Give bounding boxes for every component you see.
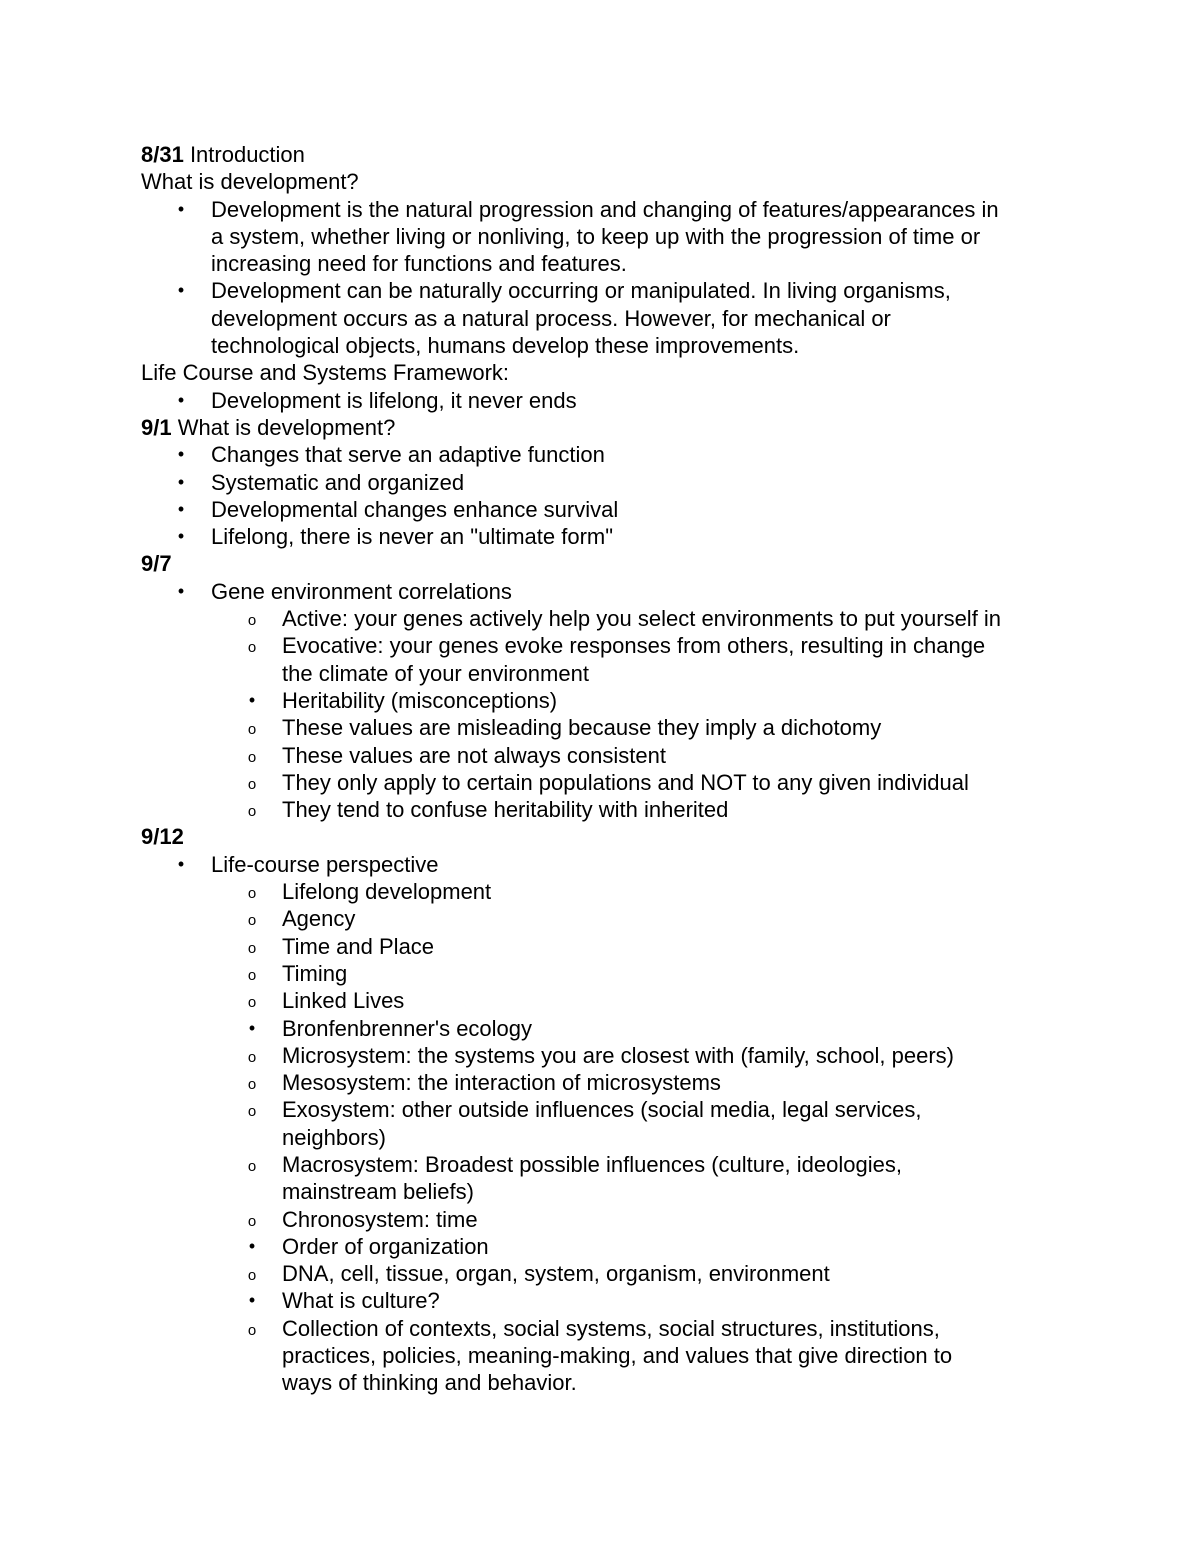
line-content: Chronosystem: time	[282, 1206, 478, 1232]
document-line	[141, 1042, 1081, 1069]
line-text	[282, 605, 1001, 632]
disc-bullet-icon: •	[177, 389, 185, 410]
line-text	[211, 250, 627, 277]
line-text	[282, 905, 355, 932]
circle-bullet-icon: o	[247, 775, 257, 793]
circle-bullet-icon: o	[247, 612, 257, 630]
document-line	[141, 714, 1081, 741]
circle-bullet-icon: o	[247, 1157, 257, 1175]
line-content: Life Course and Systems Framework:	[141, 360, 510, 386]
document-line	[141, 1124, 1081, 1151]
line-content: What is development?	[171, 414, 396, 440]
document-line	[141, 987, 1081, 1014]
document-line	[141, 168, 1081, 195]
line-text	[211, 305, 891, 332]
line-content: DNA, cell, tissue, organ, system, organism, environment	[282, 1261, 830, 1287]
circle-bullet-icon: o	[247, 912, 257, 930]
document-line	[141, 414, 1081, 441]
line-text	[282, 1342, 952, 1369]
line-text	[211, 387, 577, 414]
circle-bullet-icon: o	[247, 994, 257, 1012]
document-line	[141, 523, 1081, 550]
document-line	[141, 823, 1081, 850]
line-text	[282, 660, 589, 687]
line-text	[282, 742, 666, 769]
date-heading: 9/7	[141, 551, 172, 577]
line-text	[282, 1042, 954, 1069]
line-content: Systematic and organized	[211, 469, 465, 495]
circle-bullet-icon: o	[247, 639, 257, 657]
line-text	[282, 1096, 922, 1123]
document-line	[141, 387, 1081, 414]
circle-bullet-icon: o	[247, 885, 257, 903]
document-line	[141, 769, 1081, 796]
line-content: technological objects, humans develop these improvements.	[211, 333, 800, 359]
document-line	[141, 1069, 1081, 1096]
line-content: Introduction	[183, 142, 305, 167]
line-content: mainstream beliefs)	[282, 1179, 474, 1205]
line-content: Agency	[282, 906, 356, 932]
line-text	[282, 796, 728, 823]
line-text	[141, 823, 184, 850]
line-text	[282, 1151, 902, 1178]
line-content: Changes that serve an adaptive function	[211, 442, 605, 468]
circle-bullet-icon: o	[247, 939, 257, 957]
circle-bullet-icon: o	[247, 1321, 257, 1339]
line-content: Collection of contexts, social systems, social structures, institutions,	[282, 1315, 940, 1341]
line-text	[211, 223, 980, 250]
disc-bullet-icon: •	[248, 689, 256, 710]
document-line	[141, 469, 1081, 496]
line-text	[282, 1315, 940, 1342]
document-line	[141, 1178, 1081, 1205]
document-line	[141, 1342, 1081, 1369]
line-content: Linked Lives	[282, 988, 405, 1014]
line-content: Development is lifelong, it never ends	[211, 387, 577, 413]
line-content: These values are not always consistent	[282, 742, 666, 768]
line-content: Lifelong, there is never an "ultimate form"	[211, 524, 614, 550]
document-line	[141, 141, 1081, 168]
document-line	[141, 332, 1081, 359]
disc-bullet-icon: •	[177, 198, 185, 219]
line-content: Macrosystem: Broadest possible influences (culture, ideologies,	[282, 1151, 902, 1177]
line-text	[282, 878, 491, 905]
line-content: Mesosystem: the interaction of microsystems	[282, 1070, 721, 1096]
document-line	[141, 905, 1081, 932]
line-text	[141, 168, 359, 195]
line-content: Microsystem: the systems you are closest with (family, school, peers)	[282, 1042, 955, 1068]
line-content: practices, policies, meaning-making, and values that give direction to	[282, 1343, 953, 1369]
circle-bullet-icon: o	[247, 1076, 257, 1094]
document-line	[141, 196, 1081, 223]
date-heading: 9/1	[141, 414, 172, 440]
line-text	[282, 714, 881, 741]
circle-bullet-icon: o	[247, 966, 257, 984]
line-content: Bronfenbrenner's ecology	[282, 1015, 533, 1041]
document-line	[141, 441, 1081, 468]
line-text	[141, 141, 305, 168]
document-line	[141, 660, 1081, 687]
document-line	[141, 851, 1081, 878]
line-content: the climate of your environment	[282, 660, 589, 686]
document-line	[141, 632, 1081, 659]
line-text	[211, 496, 618, 523]
line-text	[211, 332, 799, 359]
disc-bullet-icon: •	[177, 280, 185, 301]
line-text	[141, 550, 172, 577]
document-line	[141, 305, 1081, 332]
line-text	[282, 1206, 478, 1233]
line-content: ways of thinking and behavior.	[282, 1370, 577, 1396]
document-line	[141, 878, 1081, 905]
line-content: Exosystem: other outside influences (social media, legal services,	[282, 1097, 922, 1123]
line-content: What is culture?	[282, 1288, 440, 1314]
document-line	[141, 1369, 1081, 1396]
line-content: What is development?	[141, 169, 359, 195]
document-line	[141, 1260, 1081, 1287]
document-line	[141, 250, 1081, 277]
disc-bullet-icon: •	[177, 444, 185, 465]
document-line	[141, 359, 1081, 386]
document-line	[141, 1096, 1081, 1123]
line-text	[141, 359, 509, 386]
line-text	[282, 1069, 721, 1096]
document-line	[141, 796, 1081, 823]
disc-bullet-icon: •	[177, 853, 185, 874]
line-content: They tend to confuse heritability with inherited	[282, 797, 729, 823]
line-content: Gene environment correlations	[211, 578, 512, 604]
disc-bullet-icon: •	[248, 1290, 256, 1311]
line-text	[282, 632, 985, 659]
line-content: Life-course perspective	[211, 851, 439, 877]
line-content: They only apply to certain populations and NOT to any given individual	[282, 769, 969, 795]
line-text	[211, 851, 438, 878]
line-content: Timing	[282, 960, 348, 986]
line-text	[141, 414, 395, 441]
document-line	[141, 742, 1081, 769]
disc-bullet-icon: •	[248, 1017, 256, 1038]
circle-bullet-icon: o	[247, 1212, 257, 1230]
document-page	[141, 141, 1081, 1397]
line-text	[282, 987, 404, 1014]
line-text	[211, 469, 464, 496]
line-content: Evocative: your genes evoke responses from others, resulting in change	[282, 633, 986, 659]
line-text	[211, 441, 605, 468]
line-content: Development is the natural progression and changing of features/appearances in	[211, 196, 999, 222]
document-line	[141, 687, 1081, 714]
circle-bullet-icon: o	[247, 721, 257, 739]
disc-bullet-icon: •	[177, 498, 185, 519]
document-line	[141, 1315, 1081, 1342]
document-line	[141, 496, 1081, 523]
line-text	[282, 1233, 489, 1260]
circle-bullet-icon: o	[247, 1267, 257, 1285]
disc-bullet-icon: •	[177, 471, 185, 492]
line-content: increasing need for functions and features.	[211, 251, 627, 277]
line-text	[282, 769, 969, 796]
line-text	[211, 277, 951, 304]
document-line	[141, 1151, 1081, 1178]
line-text	[282, 1015, 532, 1042]
line-content: Active: your genes actively help you select environments to put yourself in	[282, 606, 1002, 632]
line-text	[282, 960, 347, 987]
document-line	[141, 223, 1081, 250]
line-content: a system, whether living or nonliving, to keep up with the progression of time or	[211, 223, 981, 249]
document-line	[141, 1287, 1081, 1314]
line-text	[282, 1287, 440, 1314]
line-text	[211, 578, 512, 605]
document-line	[141, 1015, 1081, 1042]
line-content: These values are misleading because they imply a dichotomy	[282, 715, 882, 741]
line-text	[282, 687, 557, 714]
line-content: Developmental changes enhance survival	[211, 496, 619, 522]
circle-bullet-icon: o	[247, 1048, 257, 1066]
line-text	[282, 1369, 577, 1396]
document-line	[141, 605, 1081, 632]
document-line	[141, 933, 1081, 960]
line-content: Time and Place	[282, 933, 435, 959]
date-heading: 9/12	[141, 824, 184, 850]
line-text	[282, 933, 434, 960]
disc-bullet-icon: •	[177, 526, 185, 547]
document-line	[141, 277, 1081, 304]
line-content: Order of organization	[282, 1233, 489, 1259]
document-line	[141, 1233, 1081, 1260]
line-text	[282, 1260, 830, 1287]
disc-bullet-icon: •	[177, 580, 185, 601]
date-heading: 8/31	[141, 142, 184, 167]
document-line	[141, 960, 1081, 987]
line-content: neighbors)	[282, 1124, 386, 1150]
circle-bullet-icon: o	[247, 748, 257, 766]
line-text	[282, 1124, 386, 1151]
line-text	[211, 523, 613, 550]
disc-bullet-icon: •	[248, 1235, 256, 1256]
document-line	[141, 1206, 1081, 1233]
line-content: development occurs as a natural process. However, for mechanical or	[211, 305, 891, 331]
line-text	[211, 196, 999, 223]
line-content: Development can be naturally occurring or manipulated. In living organisms,	[211, 278, 951, 304]
circle-bullet-icon: o	[247, 1103, 257, 1121]
line-content: Heritability (misconceptions)	[282, 687, 558, 713]
line-text	[282, 1178, 474, 1205]
line-content: Lifelong development	[282, 879, 492, 905]
document-line	[141, 578, 1081, 605]
circle-bullet-icon: o	[247, 803, 257, 821]
document-line	[141, 550, 1081, 577]
